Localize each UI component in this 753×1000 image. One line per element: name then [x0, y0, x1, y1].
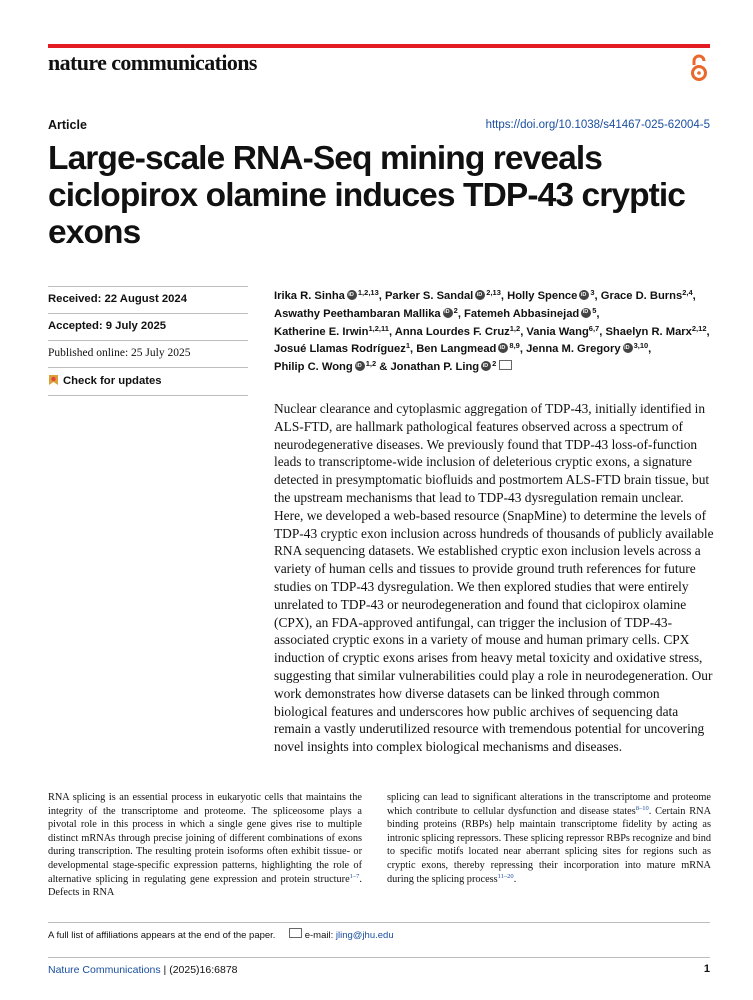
affiliation-ref: 6,7	[588, 323, 600, 333]
author-name[interactable]: Parker S. SandaliD $^{2,13}$	[385, 290, 501, 302]
orcid-icon[interactable]	[623, 343, 633, 353]
affiliation-ref: 1	[405, 341, 410, 351]
affiliation-ref: 1,2,13	[357, 288, 379, 297]
affiliation-ref: 2,13	[486, 288, 501, 297]
affiliation-ref: 1,2,11	[368, 323, 389, 333]
orcid-icon[interactable]	[475, 290, 485, 300]
body-column-left: RNA splicing is an essential process in eukaryotic cells that maintains the integrity of the transcriptome and proteome. The spliceosome plays a pivotal role in this process in which a single gene gives rise to multiple distinct mRNAs through precise joining of different combinations of exons during transcription. The resulting protein isoforms often exhibit tissue- or developmental stage-specific expression patterns, highlighting the role of alternative splicing in regulating gene expression and protein structure$^{1-7}$. Defects in RNA	[48, 792, 362, 899]
body-column-right: splicing can lead to significant alterations in the transcriptome and proteome which contribute to cellular dysfunction and disease states$^{8-10}$. Certain RNA binding proteins (RBPs) help maintain transcriptome fidelity by acting as intronic splicing repressors. These splicing repressor RBPs recognize and bind to specific motifs located near aberrant splicing sites for regions such as cryptic exons, thereby repressing their incorporation into mature mRNA during the splicing process$^{11-20}$.	[387, 792, 712, 885]
orcid-icon[interactable]	[581, 308, 591, 318]
affiliation-ref: 3	[590, 288, 595, 297]
affiliation-ref: 1,2	[365, 359, 377, 369]
article-dates	[48, 286, 248, 396]
footer-citation: Nature Communications | (2025)16:6878	[48, 964, 238, 976]
corresponding-email-icon[interactable]	[499, 360, 512, 370]
orcid-icon[interactable]	[443, 308, 453, 318]
affiliation-ref: 2,4	[682, 288, 693, 297]
author-name[interactable]: Josué Llamas Rodríguez$^1$	[274, 341, 410, 356]
author-name[interactable]: Vania Wang$^{6,7}$	[526, 323, 600, 338]
author-name[interactable]: Irika R. SinhaiD $^{1,2,13}$	[274, 290, 379, 302]
orcid-icon[interactable]	[355, 361, 365, 371]
open-access-icon	[688, 54, 710, 82]
author-name[interactable]: Ben LangmeadiD $^{8,9}$	[416, 343, 520, 355]
author-list: Irika R. SinhaiD $^{1,2,13}$, Parker S. SandaliD $^{2,13}$, Holly SpenceiD $^3$, Grace D. Burns$^{2,4}$, Aswathy Peethambaran MallikaiD $^2$, Fatemeh AbbasinejadiD $^5$, Katherine E. Irwin$^{1,2,11}$, Anna Lourdes F. Cruz$^{1,2}$, Vania Wang$^{6,7}$, Shaelyn R. Marx$^{2,12}$, Josué Llamas Rodríguez$^1$, Ben LangmeadiD $^{8,9}$, Jenna M. GregoryiD $^{3,10}$, Philip C. WongiD $^{1,2}$ & Jonathan P. LingiD $^2$	[274, 288, 714, 377]
author-name[interactable]: Fatemeh AbbasinejadiD $^5$	[464, 308, 596, 320]
footer-volume: (2025)16:6878	[169, 964, 238, 976]
affiliation-ref: 5	[592, 305, 597, 315]
citation-ref[interactable]: 1–7	[349, 872, 360, 880]
email-link[interactable]: jling@jhu.edu	[335, 930, 394, 941]
orcid-icon[interactable]	[347, 290, 357, 300]
affiliation-ref: 3,10	[633, 341, 649, 351]
email-icon	[289, 928, 302, 938]
journal-name: nature communications	[48, 50, 257, 75]
published-date: Published online: 25 July 2025	[48, 340, 248, 367]
affiliation-ref: 2	[453, 305, 458, 315]
header-accent-bar	[48, 44, 710, 48]
accepted-date: Accepted: 9 July 2025	[48, 313, 248, 340]
author-name[interactable]: Jonathan P. LingiD $^2$	[390, 361, 512, 373]
article-type: Article	[48, 118, 87, 132]
author-name[interactable]: Anna Lourdes F. Cruz$^{1,2}$	[394, 323, 521, 338]
author-name[interactable]: Jenna M. GregoryiD $^{3,10}$	[526, 343, 648, 355]
affiliation-ref: 2	[492, 359, 497, 369]
author-name[interactable]: Katherine E. Irwin$^{1,2,11}$	[274, 323, 389, 338]
citation-ref[interactable]: 8–10	[635, 804, 649, 812]
author-name[interactable]: Holly SpenceiD $^3$	[507, 290, 594, 302]
footnote-divider	[48, 922, 710, 923]
article-title: Large-scale RNA-Seq mining reveals ciclopirox olamine induces TDP-43 cryptic exons	[48, 140, 686, 251]
check-for-updates-icon	[48, 374, 59, 386]
author-name[interactable]: Aswathy Peethambaran MallikaiD $^2$	[274, 308, 458, 320]
footer-journal[interactable]: Nature Communications	[48, 964, 161, 976]
affiliation-ref: 2,12	[691, 323, 707, 333]
citation-ref[interactable]: 11–20	[497, 872, 514, 880]
author-name[interactable]: Philip C. WongiD $^{1,2}$	[274, 361, 376, 373]
orcid-icon[interactable]	[498, 343, 508, 353]
abstract: Nuclear clearance and cytoplasmic aggregation of TDP-43, initially identified in ALS-FTD, are hallmark pathological features observed across a spectrum of neurodegenerative diseases. We previously found that TDP-43 loss-of-function leads to transcriptome-wide inclusion of deleterious cryptic exons, a signature detected in presymptomatic biofluids and postmortem ALS-FTD brain tissue, but the upstream mechanisms that lead to TDP-43 dysregulation remain unclear. Here, we developed a web-based resource (SnapMine) to determine the levels of TDP-43 cryptic exon inclusion across hundreds of thousands of publicly available RNA sequencing datasets. We established cryptic exon inclusion levels across a variety of human cells and tissues to provide ground truth references for future studies on TDP-43 dysregulation. We then explored studies that were entirely unrelated to TDP-43 or neurodegeneration and found that ciclopirox olamine (CPX), an FDA-approved antifungal, can trigger the inclusion of TDP-43-associated cryptic exons in a variety of mouse and human primary cells. CPX induction of cryptic exons arises from heavy metal toxicity and oxidative stress, suggesting that similar vulnerabilities could play a role in neurodegeneration. Our work demonstrates how diverse datasets can be linked through common biological features and underscores how public archives of sequencing data remain a vastly underutilized resource with tremendous potential for uncovering novel insights into complex biological mechanisms and diseases.	[274, 401, 714, 755]
received-date: Received: 22 August 2024	[48, 286, 248, 313]
orcid-icon[interactable]	[579, 290, 589, 300]
orcid-icon[interactable]	[481, 361, 491, 371]
affiliation-ref: 1,2	[509, 323, 521, 333]
doi-link[interactable]: https://doi.org/10.1038/s41467-025-62004-5	[485, 119, 710, 131]
page-number: 1	[703, 963, 710, 975]
footer-divider	[48, 957, 710, 958]
author-name[interactable]: Grace D. Burns$^{2,4}$	[600, 288, 693, 302]
affiliation-footnote: A full list of affiliations appears at the end of the paper. e-mail: jling@jhu.edu	[48, 930, 394, 941]
author-name[interactable]: Shaelyn R. Marx$^{2,12}$	[605, 323, 707, 338]
affiliation-ref: 8,9	[509, 341, 520, 351]
check-for-updates-button[interactable]: Check for updates	[48, 367, 248, 396]
